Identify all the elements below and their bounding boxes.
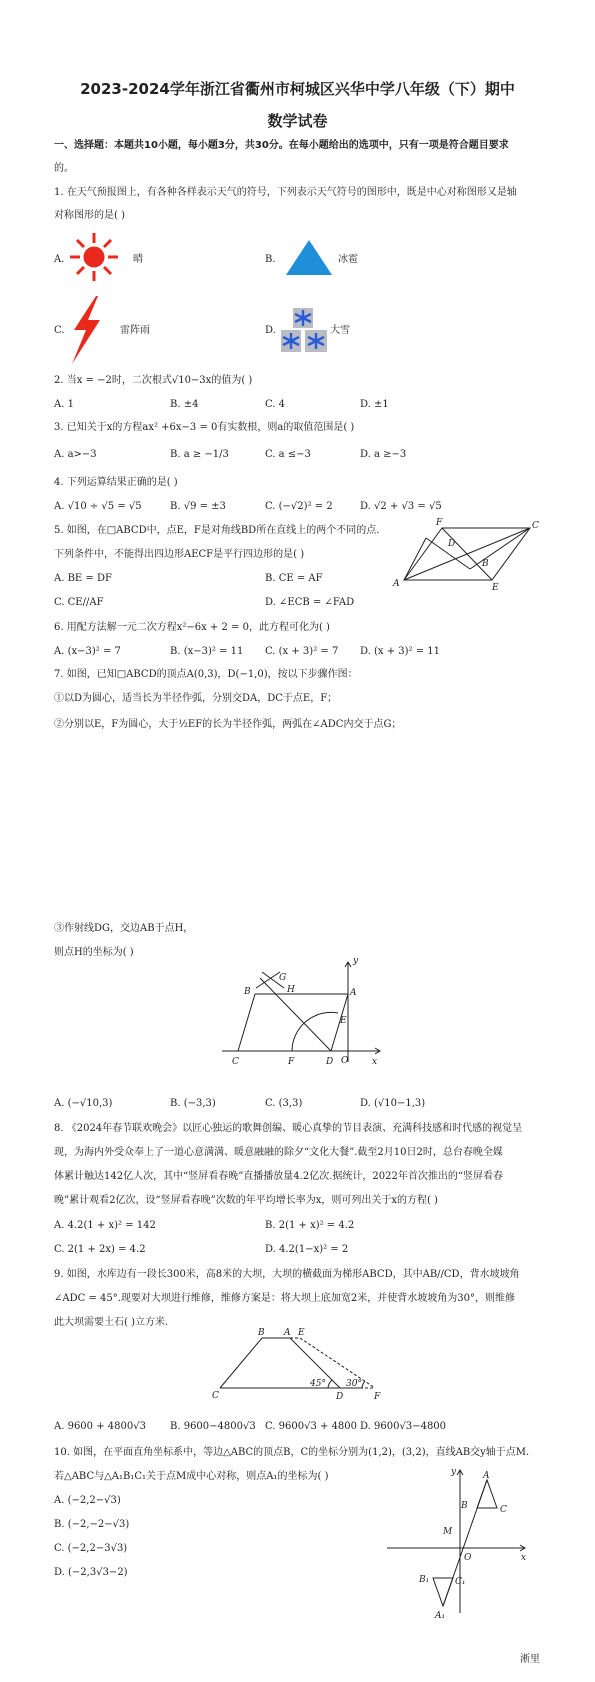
q4-stem: 4. 下列运算结果正确的是( ) xyxy=(54,477,178,488)
footer-watermark: 淅里 xyxy=(520,1654,540,1665)
q8-option-b: B. 2(1 + x)² = 4.2 xyxy=(265,1220,355,1231)
q9-stem-line2: ∠ADC = 45°.现要对大坝进行维修，维修方案是：将大坝上底加宽2米，并使背水坡坡角为30°，则维修 xyxy=(54,1293,515,1304)
q5-label-f: F xyxy=(436,518,443,528)
q9-angle-45: 45° xyxy=(310,1379,326,1389)
q9-label-c: C xyxy=(212,1391,219,1401)
q7-stem-line1: 7. 如图，已知□ABCD的顶点A(0,3)，D(−1,0)，按以下步骤作图： xyxy=(54,669,358,680)
q7-label-b: B xyxy=(244,987,251,997)
q7-question: 则点H的坐标为( ) xyxy=(54,947,134,958)
q5-label-c: C xyxy=(532,521,539,531)
hail-icon xyxy=(284,238,334,278)
q10-label-b1: B₁ xyxy=(419,1575,430,1585)
q1-option-c: C. xyxy=(54,325,65,336)
q7-option-b: B. (−3,3) xyxy=(170,1098,216,1109)
q3-option-a: A. a>−3 xyxy=(54,449,97,460)
q5-label-e: E xyxy=(492,583,499,593)
q7-step3: ③作射线DG，交边AB于点H， xyxy=(54,923,194,934)
q1-option-a: A. xyxy=(54,254,65,265)
q10-label-y: y xyxy=(451,1467,457,1477)
q1-option-c-label: 雷阵雨 xyxy=(120,325,150,336)
q9-label-f: F xyxy=(374,1392,381,1402)
q1-stem-line1: 1. 在天气预报图上，有各种各样表示天气的符号，下列表示天气符号的图形中，既是中心对称图形又是轴 xyxy=(54,187,517,198)
sun-icon xyxy=(68,231,120,283)
q1-stem-line2: 对称图形的是( ) xyxy=(54,210,125,221)
q6-option-c: C. (x + 3)² = 7 xyxy=(265,646,339,657)
q5-stem-line1: 5. 如图，在□ABCD中，点E，F是对角线BD所在直线上的两个不同的点. xyxy=(54,525,380,536)
q9-option-b: B. 9600−4800√3 xyxy=(170,1421,256,1432)
q7-option-c: C. (3,3) xyxy=(265,1098,303,1109)
q9-label-b: B xyxy=(258,1328,265,1338)
q4-option-c: C. (−√2)² = 2 xyxy=(265,501,333,512)
q7-step1: ①以D为圆心，适当长为半径作弧，分别交DA，DC于点E，F； xyxy=(54,693,338,704)
lightning-icon xyxy=(68,296,104,364)
q1-option-d-label: 大雪 xyxy=(330,325,350,336)
q6-option-b: B. (x−3)² = 11 xyxy=(170,646,244,657)
q7-label-a: A xyxy=(350,988,357,998)
q2-option-c: C. 4 xyxy=(265,399,286,410)
snowflake-icon xyxy=(280,306,328,354)
q7-label-h: H xyxy=(287,985,295,995)
q4-option-b: B. √9 = ±3 xyxy=(170,501,226,512)
q10-label-a1: A₁ xyxy=(435,1611,446,1621)
q10-label-o: O xyxy=(464,1553,472,1563)
q9-option-c: C. 9600√3 + 4800 xyxy=(265,1421,358,1432)
q10-option-a: A. (−2,2−√3) xyxy=(54,1495,121,1506)
q5-option-b: B. CE = AF xyxy=(265,573,323,584)
q2-stem: 2. 当x = −2时，二次根式√10−3x的值为( ) xyxy=(54,375,253,386)
q5-option-d: D. ∠ECB = ∠FAD xyxy=(265,597,355,608)
q7-label-g: G xyxy=(279,973,287,983)
q3-option-c: C. a ≤−3 xyxy=(265,449,311,460)
q10-stem-line1: 10. 如图，在平面直角坐标系中，等边△ABC的顶点B，C的坐标分别为(1,2)，(3,2)，直线AB交y轴于点M. xyxy=(54,1447,530,1458)
q8-option-a: A. 4.2(1 + x)² = 142 xyxy=(54,1220,156,1231)
q10-label-x: x xyxy=(521,1553,527,1563)
q7-label-x: x xyxy=(372,1057,378,1067)
q5-option-a: A. BE = DF xyxy=(54,573,112,584)
q2-option-b: B. ±4 xyxy=(170,399,199,410)
q8-stem-line2: 现，为海内外受众奉上了一道心意满满、暖意融融的除夕“文化大餐”.截至2月10日2时，总台春晚全媒 xyxy=(54,1147,503,1158)
q3-option-d: D. a ≥−3 xyxy=(360,449,407,460)
q7-label-f: F xyxy=(288,1057,295,1067)
q1-option-b: B. xyxy=(265,254,276,265)
section-header-cont: 的。 xyxy=(54,163,74,174)
q5-label-d: D xyxy=(448,539,456,549)
q8-stem-line3: 体累计触达142亿人次，其中“竖屏看春晚”直播播放量4.2亿次.据统计，2022年首次推出的“竖屏看春 xyxy=(54,1171,503,1182)
q10-stem-line2: 若△ABC与△A₁B₁C₁关于点M成中心对称，则点A₁的坐标为( ) xyxy=(54,1471,329,1482)
q6-option-a: A. (x−3)² = 7 xyxy=(54,646,121,657)
q5-stem-line2: 下列条件中，不能得出四边形AECF是平行四边形的是( ) xyxy=(54,549,305,560)
q4-option-d: D. √2 + √3 = √5 xyxy=(360,501,442,512)
q10-coordinate-figure xyxy=(385,1467,535,1621)
q6-stem: 6. 用配方法解一元二次方程x²−6x + 2 = 0，此方程可化为( ) xyxy=(54,622,330,633)
q9-angle-30: 30° xyxy=(346,1379,362,1389)
q5-parallelogram-figure xyxy=(390,518,540,593)
q7-construction-figure xyxy=(220,958,390,1068)
q8-option-c: C. 2(1 + 2x) = 4.2 xyxy=(54,1244,146,1255)
q10-option-b: B. (−2,−2−√3) xyxy=(54,1519,130,1530)
q4-option-a: A. √10 ÷ √5 = √5 xyxy=(54,501,142,512)
q10-label-c1: C₁ xyxy=(455,1577,466,1587)
q9-label-d: D xyxy=(336,1392,344,1402)
q5-label-a: A xyxy=(393,579,400,589)
q10-label-b: B xyxy=(461,1501,468,1511)
q1-option-b-label: 冰雹 xyxy=(338,254,358,265)
q10-option-c: C. (−2,2−3√3) xyxy=(54,1543,128,1554)
q10-label-c: C xyxy=(500,1505,507,1515)
q1-option-a-label: 晴 xyxy=(133,254,143,265)
q7-label-y: y xyxy=(353,956,359,966)
q5-option-c: C. CE//AF xyxy=(54,597,104,608)
q9-option-d: D. 9600√3−4800 xyxy=(360,1421,447,1432)
q9-option-a: A. 9600 + 4800√3 xyxy=(54,1421,146,1432)
q6-option-d: D. (x + 3)² = 11 xyxy=(360,646,441,657)
q7-label-e: E xyxy=(340,1016,347,1026)
q10-label-m: M xyxy=(443,1527,453,1537)
q2-option-a: A. 1 xyxy=(54,399,74,410)
q8-option-d: D. 4.2(1−x)² = 2 xyxy=(265,1244,349,1255)
q9-stem-line3: 此大坝需要土石( )立方米. xyxy=(54,1317,169,1328)
q9-label-a: A xyxy=(284,1328,291,1338)
q10-option-d: D. (−2,3√3−2) xyxy=(54,1567,128,1578)
q7-step2: ②分别以E，F为圆心，大于½EF的长为半径作弧，两弧在∠ADC内交于点G； xyxy=(54,719,402,730)
q7-option-d: D. (√10−1,3) xyxy=(360,1098,426,1109)
q9-label-e: E xyxy=(298,1328,305,1338)
q7-label-o: O xyxy=(341,1056,349,1066)
q8-stem-line4: 晚”累计观看2亿次，设“竖屏看春晚”次数的年平均增长率为x，则可列出关于x的方程( ) xyxy=(54,1195,438,1206)
page-title: 2023-2024学年浙江省衢州市柯城区兴华中学八年级（下）期中 xyxy=(80,80,515,98)
q7-option-a: A. (−√10,3) xyxy=(54,1098,113,1109)
q3-stem: 3. 已知关于x的方程ax² +6x−3 = 0有实数根，则a的取值范围是( ) xyxy=(54,422,355,433)
q5-label-b: B xyxy=(482,559,489,569)
q9-dam-figure xyxy=(210,1330,385,1400)
q3-option-b: B. a ≥ −1/3 xyxy=(170,449,229,460)
q9-stem-line1: 9. 如图，水库边有一段长300米，高8米的大坝，大坝的横截面为梯形ABCD，其中AB//CD，背水坡坡角 xyxy=(54,1269,520,1280)
q8-stem-line1: 8. 《2024年春节联欢晚会》以匠心独运的歌舞创编、暖心真挚的节目表演、充满科技感和时代感的视觉呈 xyxy=(54,1123,523,1134)
q7-label-d: D xyxy=(326,1057,334,1067)
q7-label-c: C xyxy=(232,1057,239,1067)
page-subtitle: 数学试卷 xyxy=(267,112,328,130)
q1-option-d: D. xyxy=(265,325,276,336)
q10-label-a: A xyxy=(483,1471,490,1481)
q2-option-d: D. ±1 xyxy=(360,399,389,410)
section-header: 一、选择题：本题共10小题，每小题3分，共30分。在每小题给出的选项中，只有一项是符合题目要求 xyxy=(54,140,509,151)
